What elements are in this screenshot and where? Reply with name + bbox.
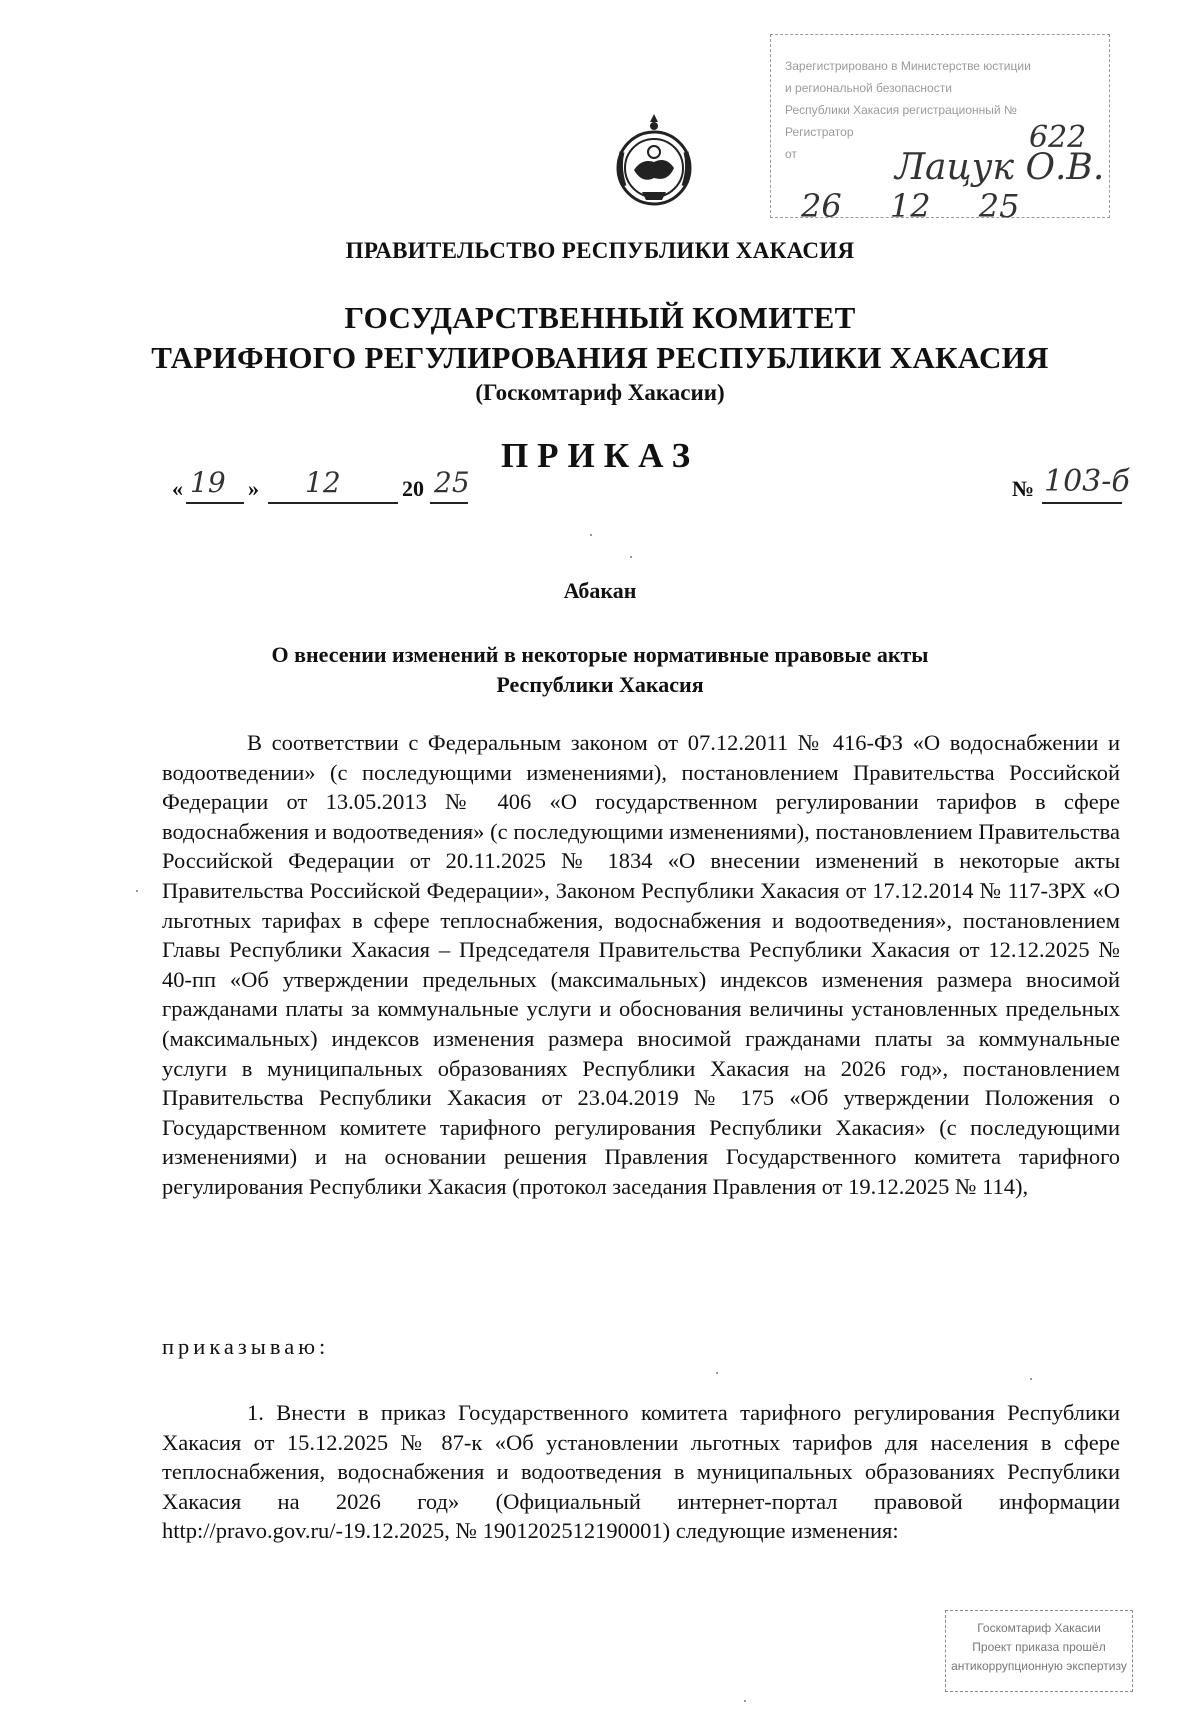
scan-speck: [630, 556, 632, 558]
registration-stamp: [770, 34, 1110, 225]
date-quote-close: »: [248, 476, 259, 501]
document-type-title: ПРИКАЗ: [500, 436, 700, 475]
scan-speck: [1030, 1378, 1032, 1380]
order-year-prefix: 20: [402, 476, 424, 501]
year-underline: [430, 502, 468, 504]
stamp-line: от: [785, 147, 797, 161]
expert-stamp-line-2: Проект приказа прошёл: [972, 1640, 1106, 1654]
scan-speck: [744, 1700, 746, 1702]
order-subject: [0, 640, 1200, 700]
clause-1-paragraph: 1. Внести в приказ Государственного комитета тарифного регулирования Республики Хакасия от 15.12.2025 № 87-к «Об установлении льготных тарифов для населения в сфере теплоснабжения, водоснабжения и водоотведения в муниципальных образованиях Республики Хакасия на 2026 год» (Официальный интернет-портал правовой информации http://pravo.gov.ru/-19.12.2025, № 1901202512190001) следующие изменения:: [162, 1400, 1120, 1544]
stamp-line: Зарегистрировано в Министерстве юстиции: [785, 59, 1031, 73]
government-title: ПРАВИТЕЛЬСТВО РЕСПУБЛИКИ ХАКАСИЯ: [345, 238, 855, 263]
order-day: 19: [190, 466, 226, 499]
subject-line-1: О внесении изменений в некоторые нормативные правовые акты: [271, 642, 929, 667]
subject-line-2: Республики Хакасия: [496, 672, 704, 697]
decree-word: приказываю:: [162, 1334, 330, 1359]
committee-abbreviation: (Госкомтариф Хакасии): [475, 380, 725, 405]
stamp-line: Регистратор: [785, 125, 854, 139]
city: Абакан: [563, 578, 637, 603]
handwritten-reg-number: 622: [1029, 120, 1087, 155]
month-underline: [268, 502, 398, 504]
stamp-line: и региональной безопасности: [785, 81, 952, 95]
date-quote-open: «: [172, 476, 183, 501]
scan-speck: [136, 890, 138, 892]
coat-of-arms-icon: [612, 112, 696, 208]
committee-name: [0, 298, 1200, 378]
stamp-line: Республики Хакасия регистрационный №: [785, 103, 1017, 117]
expert-stamp-line-1: Госкомтариф Хакасии: [977, 1621, 1101, 1635]
scan-speck: [590, 534, 592, 536]
preamble-paragraph: В соответствии с Федеральным законом от 07.12.2011 № 416-ФЗ «О водоснабжении и водоотведении» (с последующими изменениями), постановлением Правительства Российской Федерации от 13.05.2013 № 406 «О государственном регулировании тарифов в сфере водоснабжения и водоотведения» (с последующими изменениями), постановлением Правительства Российской Федерации от 20.11.2025 № 1834 «О внесении изменений в некоторые акты Правительства Российской Федерации», Законом Республики Хакасия от 17.12.2014 № 117-ЗРХ «О льготных тарифах в сфере теплоснабжения, водоснабжения и водоотведения», постановлением Главы Республики Хакасия – Председателя Правительства Республики Хакасия от 12.12.2025 № 40-пп «Об утверждении предельных (максимальных) индексов изменения размера вносимой гражданами платы за коммунальные услуги и обоснования величины установленных предельных (максимальных) индексов изменения размера вносимой гражданами платы за коммунальные услуги в муниципальных образованиях Республики Хакасия на 2026 год», постановлением Правительства Республики Хакасия от 23.04.2019 № 175 «Об утверждении Положения о Государственном комитете тарифного регулирования Республики Хакасия» (с последующими изменениями) и на основании решения Правления Государственного комитета тарифного регулирования Республики Хакасия (протокол заседания Правления от 19.12.2025 № 114),: [162, 730, 1120, 1199]
day-underline: [186, 502, 244, 504]
handwritten-reg-date: 26 12 25: [801, 187, 1020, 225]
number-underline: [1042, 502, 1122, 504]
order-number-label: №: [1012, 476, 1035, 501]
anticorruption-stamp: [945, 1610, 1133, 1692]
scan-speck: [716, 1372, 718, 1374]
order-year-suffix: 25: [434, 466, 470, 499]
handwritten-signature: Лацук О.В.: [895, 147, 1105, 188]
expert-stamp-line-3: антикоррупционную экспертизу: [951, 1659, 1127, 1673]
order-month: 12: [305, 466, 341, 499]
order-number: 103-б: [1044, 464, 1130, 499]
committee-line-2: ТАРИФНОГО РЕГУЛИРОВАНИЯ РЕСПУБЛИКИ ХАКАСИЯ: [151, 340, 1049, 375]
committee-line-1: ГОСУДАРСТВЕННЫЙ КОМИТЕТ: [344, 300, 856, 335]
